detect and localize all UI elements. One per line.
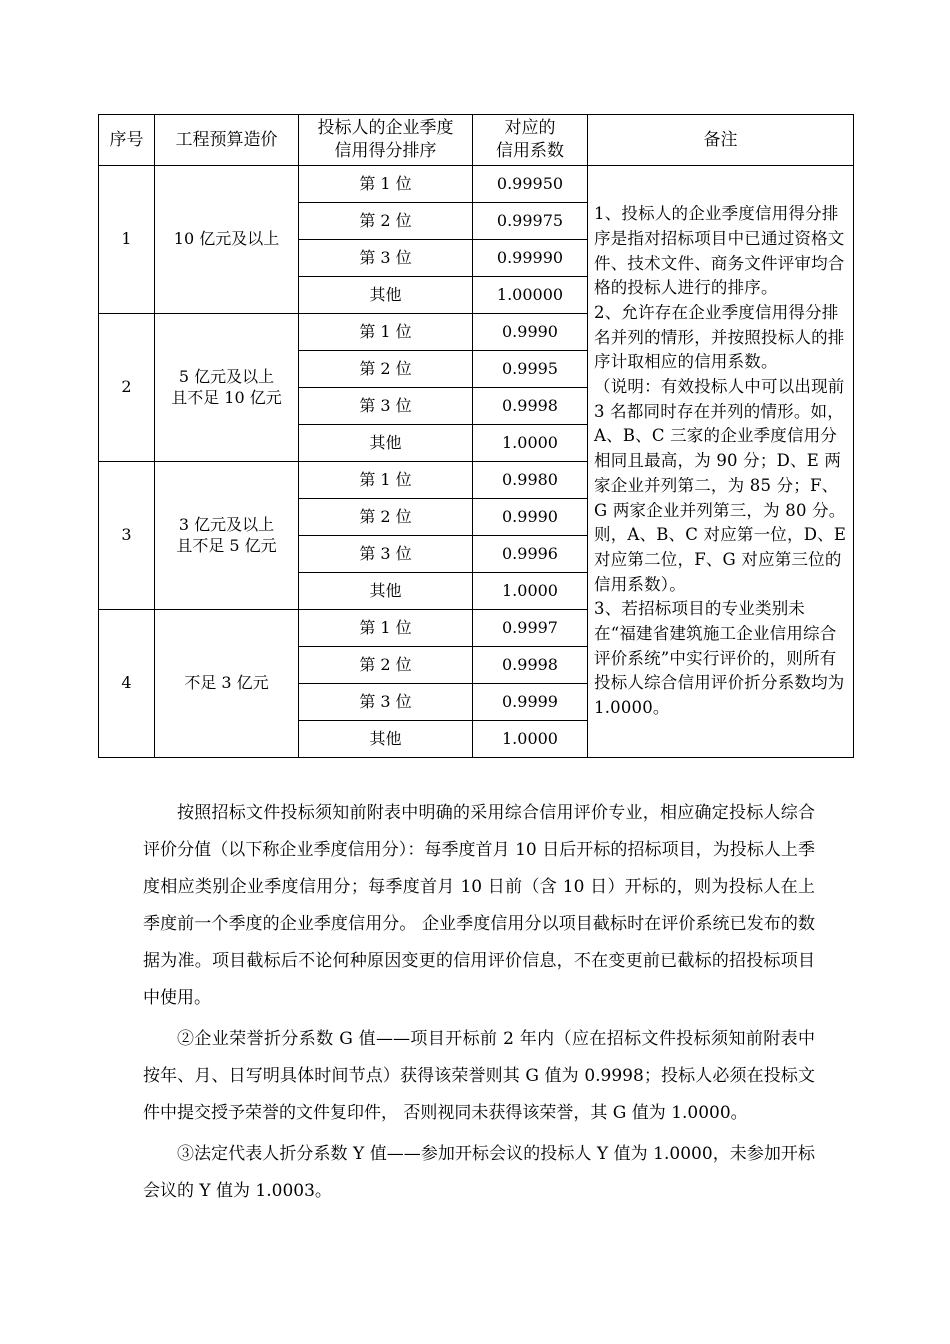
budget-line1: 10 亿元及以上: [173, 229, 280, 249]
note-paragraph: 3、若招标项目的专业类别未在“福建省建筑施工企业信用综合评价系统”中实行评价的，则所有投标人综合信用评价折分系数均为 1.0000。: [594, 599, 845, 718]
budget-cell: [155, 314, 299, 462]
table-header-row: [99, 115, 854, 166]
rank-cell: 第 2 位: [299, 499, 473, 536]
rank-cell: 第 3 位: [299, 684, 473, 721]
body-paragraph: ③法定代表人折分系数 Y 值——参加开标会议的投标人 Y 值为 1.0000，未参加开标会议的 Y 值为 1.0003。: [143, 1144, 815, 1201]
coefficient-cell: 0.9999: [473, 684, 588, 721]
rank-cell: 第 3 位: [299, 388, 473, 425]
rank-cell: 其他: [299, 721, 473, 758]
coefficient-cell: 0.9990: [473, 499, 588, 536]
budget-cell: [155, 166, 299, 314]
rank-cell: 第 3 位: [299, 536, 473, 573]
body-paragraph: 按照招标文件投标须知前附表中明确的采用综合信用评价专业，相应确定投标人综合评价分值（以下称企业季度信用分）：每季度首月 10 日后开标的招标项目，为投标人上季度相应类别企业季度信用分；每季度首月 10 日前（含 10 日）开标的，则为投标人在上季度前一个季度的企业季度信用分。 企业季度信用分以项目截标时在评价系统已发布的数据为准。项目截标后不论何种原因变更的信用评价信息，不在变更前已截标的招投标项目中使用。: [143, 803, 815, 1008]
header-rank-line1: 投标人的企业季度: [317, 118, 454, 139]
rank-cell: 第 2 位: [299, 647, 473, 684]
header-note: 备注: [588, 115, 854, 166]
notes-cell: [588, 166, 854, 758]
rank-cell: 第 2 位: [299, 351, 473, 388]
budget-line2: 且不足 5 亿元: [176, 535, 277, 555]
rank-cell: 其他: [299, 277, 473, 314]
budget-cell: [155, 462, 299, 610]
budget-line1: 3 亿元及以上: [178, 514, 275, 534]
budget-line1: 5 亿元及以上: [178, 366, 275, 386]
coefficient-cell: 0.9980: [473, 462, 588, 499]
body-text: [143, 795, 815, 1214]
header-rank-line2: 信用得分排序: [334, 141, 437, 161]
header-seq: 序号: [99, 115, 155, 166]
header-coefficient-line2: 信用系数: [496, 141, 564, 161]
rank-cell: 其他: [299, 425, 473, 462]
budget-line1: 不足 3 亿元: [184, 673, 269, 693]
rank-cell: 其他: [299, 573, 473, 610]
note-paragraph: （说明：有效投标人中可以出现前 3 名都同时存在并列的情形。如，A、B、C 三家的企业季度信用分相同且最高，为 90 分；D、E 两家企业并列第二，为 85 分；F、G 两家企业并列第三，为 80 分。则，A、B、C 对应第一位，D、E 对应第二位，F、G 对应第三位的信用系数）。: [594, 377, 847, 594]
body-paragraph: ②企业荣誉折分系数 G 值——项目开标前 2 年内（应在招标文件投标须知前附表中按年、月、日写明具体时间节点）获得该荣誉则其 G 值为 0.9998；投标人必须在投标文件中提交授予荣誉的文件复印件， 否则视同未获得该荣誉，其 G 值为 1.0000。: [143, 1029, 815, 1123]
coefficient-cell: 0.99975: [473, 203, 588, 240]
seq-cell: 2: [99, 314, 155, 462]
coefficient-cell: 0.9996: [473, 536, 588, 573]
credit-coefficient-table: [98, 114, 854, 758]
coefficient-cell: 0.9995: [473, 351, 588, 388]
rank-cell: 第 1 位: [299, 314, 473, 351]
seq-cell: 4: [99, 610, 155, 758]
note-paragraph: 1、投标人的企业季度信用得分排序是指对招标项目中已通过资格文件、技术文件、商务文件评审均合格的投标人进行的排序。: [594, 204, 845, 298]
rank-cell: 第 1 位: [299, 166, 473, 203]
coefficient-cell: 0.9998: [473, 388, 588, 425]
coefficient-cell: 1.00000: [473, 277, 588, 314]
coefficient-cell: 0.99990: [473, 240, 588, 277]
rank-cell: 第 1 位: [299, 610, 473, 647]
note-paragraph: 2、允许存在企业季度信用得分排名并列的情形，并按照投标人的排序计取相应的信用系数。: [594, 302, 845, 372]
seq-cell: 3: [99, 462, 155, 610]
header-rank: [299, 115, 473, 166]
table-row: [99, 166, 854, 203]
coefficient-cell: 1.0000: [473, 425, 588, 462]
coefficient-cell: 0.9997: [473, 610, 588, 647]
header-coefficient-line1: 对应的: [504, 118, 556, 139]
coefficient-cell: 0.9998: [473, 647, 588, 684]
rank-cell: 第 2 位: [299, 203, 473, 240]
coefficient-cell: 0.99950: [473, 166, 588, 203]
header-budget: 工程预算造价: [155, 115, 299, 166]
coefficient-cell: 1.0000: [473, 721, 588, 758]
rank-cell: 第 3 位: [299, 240, 473, 277]
rank-cell: 第 1 位: [299, 462, 473, 499]
budget-cell: [155, 610, 299, 758]
coefficient-cell: 1.0000: [473, 573, 588, 610]
budget-line2: 且不足 10 亿元: [171, 387, 282, 407]
seq-cell: 1: [99, 166, 155, 314]
coefficient-cell: 0.9990: [473, 314, 588, 351]
header-coefficient: [473, 115, 588, 166]
